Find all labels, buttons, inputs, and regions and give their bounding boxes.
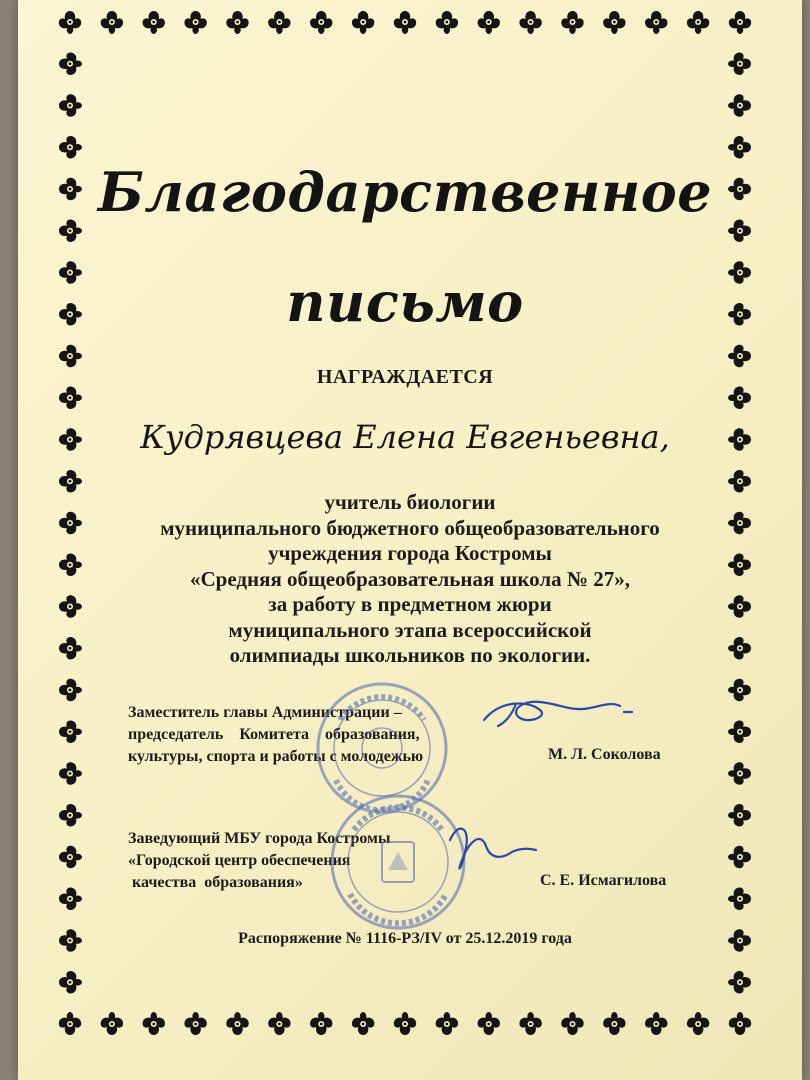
description-line: «Средняя общеобразовательная школа № 27», (189, 566, 631, 591)
title-line-1: Благодарственное (97, 160, 713, 224)
signatory-line: «Городской центр обеспечения (128, 852, 351, 869)
signatory-line: председатель Комитета образования, (128, 726, 420, 743)
award-description (110, 490, 710, 669)
signatory-1-title (128, 702, 423, 768)
recipient-name: Кудрявцева Елена Евгеньевна, (140, 418, 670, 456)
description-line: за работу в предметном жюри (268, 592, 552, 616)
signatory-line: культуры, спорта и работы с молодежью (128, 748, 424, 765)
awarded-label: НАГРАЖДАЕТСЯ (316, 366, 494, 388)
signatory-line: Заведующий МБУ города Костромы (128, 830, 391, 847)
signatory-line: качества образования» (128, 874, 303, 891)
signatory-2-title (128, 828, 390, 894)
title-line-2: письмо (286, 270, 524, 334)
signatory-2-name: С. Е. Исмагилова (540, 872, 667, 889)
description-line: муниципального этапа всероссийской (228, 617, 592, 642)
description-line: учреждения города Костромы (268, 541, 552, 565)
signatory-1-name: М. Л. Соколова (548, 746, 661, 763)
decree-reference: Распоряжение № 1116-РЗ/IV от 25.12.2019 года (238, 930, 572, 947)
description-line: олимпиады школьников по экологии. (229, 643, 591, 667)
description-line: муниципального бюджетного общеобразовательного (160, 515, 660, 540)
signatory-line: Заместитель главы Администрации – (128, 704, 402, 721)
description-line: учитель биологии (324, 490, 496, 514)
